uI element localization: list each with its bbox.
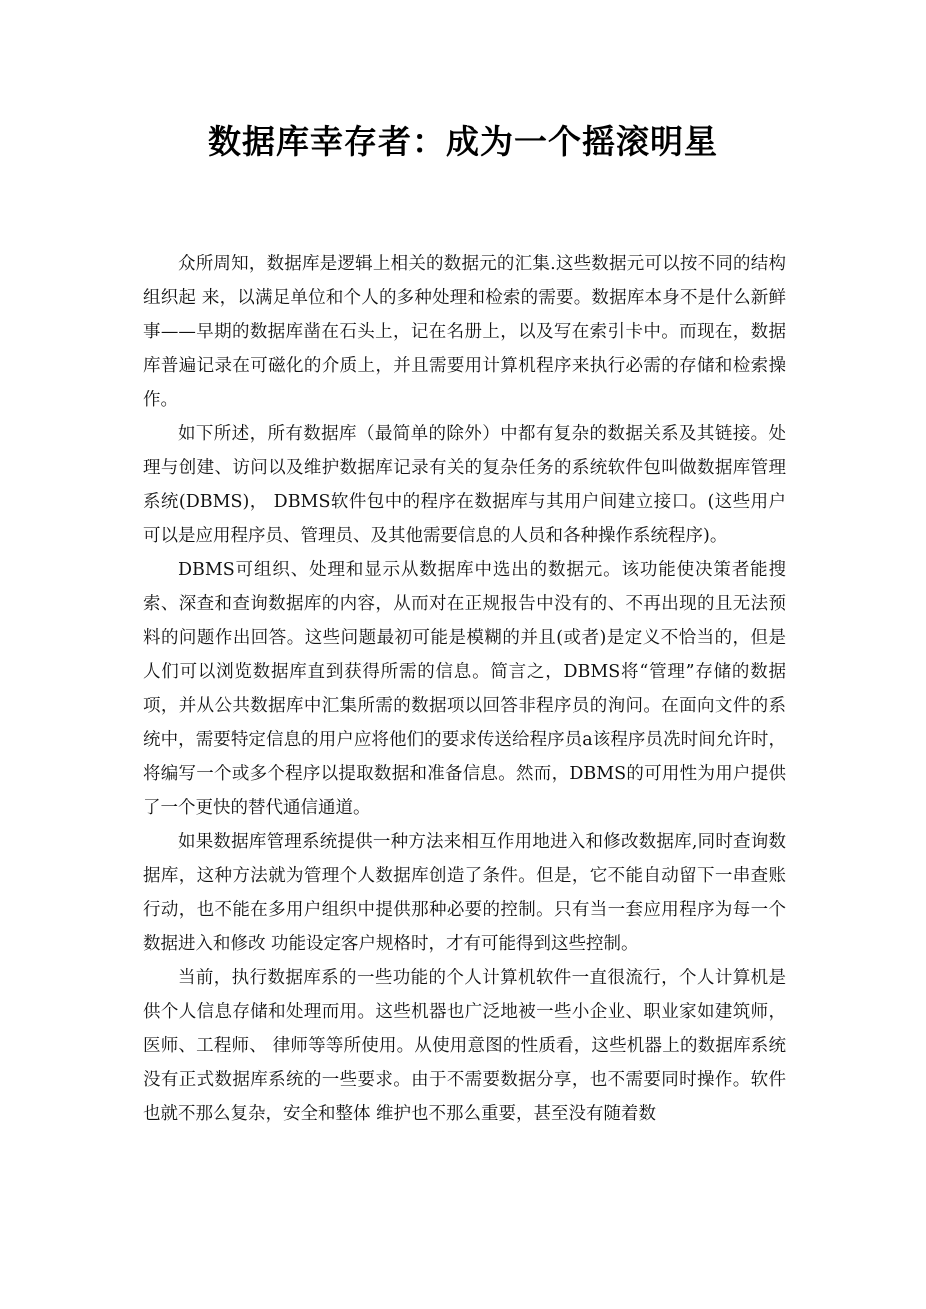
paragraph-2: 如下所述，所有数据库（最简单的除外）中都有复杂的数据关系及其链接。处理与创建、访问以及维护数据库记录有关的复杂任务的系统软件包叫做数据库管理系统(DBMS)， DBMS软件包中的程序在数据库与其用户间建立接口。(这些用户可以是应用程序员、管理员、及其他需要信息的人员和各种操作系统程序)。	[143, 424, 786, 546]
paragraph-5: 当前，执行数据库系的一些功能的个人计算机软件一直很流行，个人计算机是供个人信息存储和处理而用。这些机器也广泛地被一些小企业、职业家如建筑师，医师、工程师、 律师等等所使用。从使用意图的性质看，这些机器上的数据库系统没有正式数据库系统的一些要求。由于不需要数据分享，也不需要同时操作。软件也就不那么复杂，安全和整体 维护也不那么重要，甚至没有随着数	[143, 968, 786, 1124]
page-title: 数据库幸存者：成为一个摇滚明星	[208, 122, 718, 161]
document-body	[143, 247, 786, 1131]
paragraph-1: 众所周知，数据库是逻辑上相关的数据元的汇集.这些数据元可以按不同的结构组织起 来，以满足单位和个人的多种处理和检索的需要。数据库本身不是什么新鲜事——早期的数据库凿在石头上，记在名册上，以及写在索引卡中。而现在，数据库普遍记录在可磁化的介质上，并且需要用计算机程序来执行必需的存储和检索操作。	[143, 254, 786, 410]
paragraph-3: DBMS可组织、处理和显示从数据库中选出的数据元。该功能使决策者能搜索、深查和查询数据库的内容，从而对在正规报告中没有的、不再出现的且无法预料的问题作出回答。这些问题最初可能是模糊的并且(或者)是定义不恰当的，但是人们可以浏览数据库直到获得所需的信息。简言之，DBMS将“管理”存储的数据项，并从公共数据库中汇集所需的数据项以回答非程序员的洵问。在面向文件的系统中，需要特定信息的用户应将他们的要求传送给程序员a该程序员冼时间允许时，将编写一个或多个程序以提取数据和准备信息。然而，DBMS的可用性为用户提供了一个更快的替代通信通道。	[143, 560, 786, 818]
paragraph-4: 如果数据库管理系统提供一种方法来相互作用地进入和修改数据库,同时查询数据库，这种方法就为管理个人数据库创造了条件。但是，它不能自动留下一串查账行动，也不能在多用户组织中提供那种必要的控制。只有当一套应用程序为每一个数据进入和修改 功能设定客户规格时，才有可能得到这些控制。	[143, 832, 786, 954]
